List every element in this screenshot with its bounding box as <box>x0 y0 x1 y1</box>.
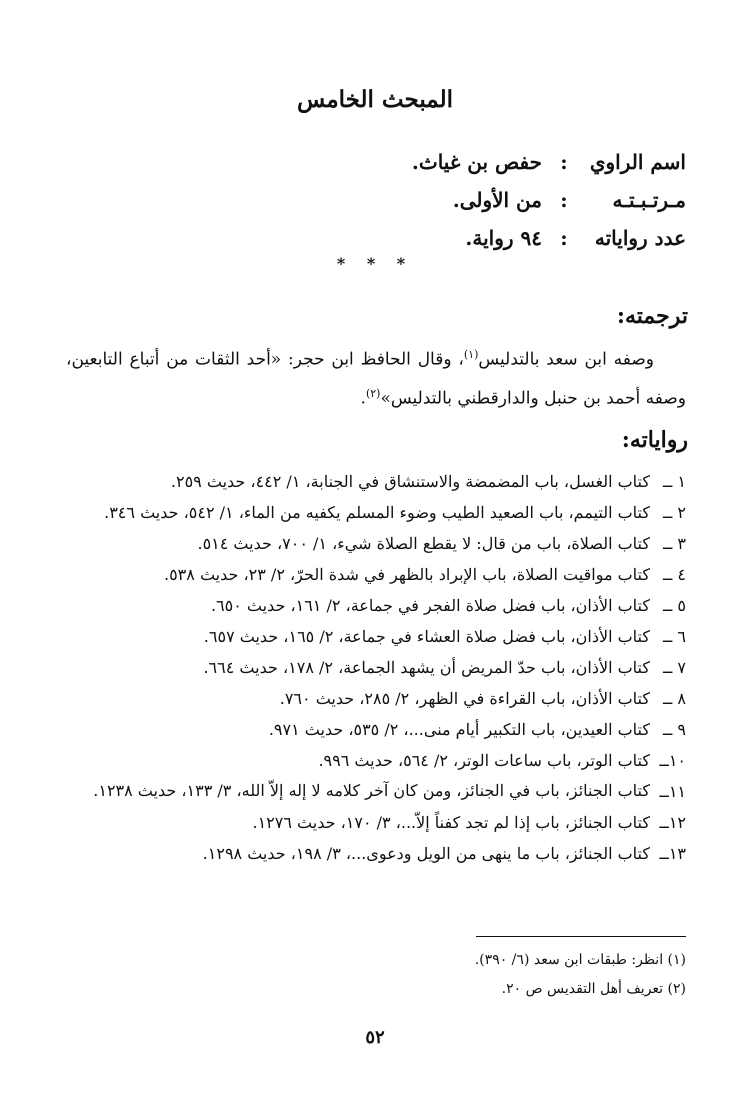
list-item <box>58 807 686 838</box>
footnote-divider <box>476 936 686 937</box>
narration-count-label: عدد رواياته <box>594 226 686 250</box>
list-item <box>58 838 686 869</box>
narrator-rank-value: من الأولى. <box>452 188 542 212</box>
item-text: كتاب الصلاة، باب من قال: لا يقطع الصلاة شيء، ١/ ٧٠٠، حديث ٥١٤. <box>197 534 650 553</box>
list-item <box>58 621 686 652</box>
narrator-name-row <box>166 143 686 181</box>
footnotes <box>66 946 686 1004</box>
list-item <box>58 776 686 807</box>
narrations-list <box>58 466 686 869</box>
item-number: ٤ ــ <box>662 565 686 584</box>
item-number: ٣ ــ <box>662 534 686 553</box>
list-item <box>58 652 686 683</box>
item-text: كتاب التيمم، باب الصعيد الطيب وضوء المسلم يكفيه من الماء، ١/ ٥٤٢، حديث ٣٤٦. <box>104 503 650 522</box>
item-text: كتاب مواقيت الصلاة، باب الإبراد بالظهر في شدة الحرّ، ٢/ ٢٣، حديث ٥٣٨. <box>163 565 650 584</box>
list-item <box>58 590 686 621</box>
colon-separator: : <box>560 226 568 250</box>
item-number: ٢ ــ <box>662 503 686 522</box>
colon-separator: : <box>560 150 568 174</box>
item-number: ١ ــ <box>662 472 686 491</box>
section-separator: * * * <box>336 254 414 273</box>
colon-separator: : <box>560 188 568 212</box>
item-number: ١٣ــ <box>659 844 686 863</box>
list-item <box>58 528 686 559</box>
biography-paragraph <box>66 338 686 415</box>
item-number: ٩ ــ <box>662 720 686 739</box>
item-text: كتاب الغسل، باب المضمضة والاستنشاق في الجنابة، ١/ ٤٤٢، حديث ٢٥٩. <box>170 472 650 491</box>
footnote-2: (٢) تعريف أهل التقديس ص ٢٠. <box>501 981 686 997</box>
narration-count-row <box>166 219 686 257</box>
footnote-ref-2[interactable]: (٢) <box>365 386 381 400</box>
narration-count-value: ٩٤ رواية. <box>465 226 542 250</box>
page-number: ٥٢ <box>365 1027 385 1048</box>
item-number: ١١ــ <box>659 782 686 801</box>
item-text: كتاب الجنائز، باب في الجنائز، ومن كان آخر كلامه لا إله إلاّ الله، ٣/ ١٣٣، حديث ١٢٣٨. <box>93 781 650 800</box>
item-text: كتاب الأذان، باب القراءة في الظهر، ٢/ ٢٨٥، حديث ٧٦٠. <box>279 689 650 708</box>
list-item <box>58 466 686 497</box>
biography-text-3: . <box>360 388 366 409</box>
item-number: ١٢ــ <box>659 813 686 832</box>
item-number: ١٠ــ <box>659 751 686 770</box>
list-item <box>58 497 686 528</box>
item-text: كتاب الوتر، باب ساعات الوتر، ٢/ ٥٦٤، حديث ٩٩٦. <box>318 751 650 770</box>
item-text: كتاب الجنائز، باب ما ينهى من الويل ودعوى...، ٣/ ١٩٨، حديث ١٢٩٨. <box>202 844 650 863</box>
item-text: كتاب الأذان، باب فضل صلاة الفجر في جماعة، ٢/ ١٦١، حديث ٦٥٠. <box>210 596 650 615</box>
biography-heading: ترجمته: <box>616 303 688 329</box>
narrator-info <box>166 143 686 257</box>
item-text: كتاب الأذان، باب حدّ المريض أن يشهد الجماعة، ٢/ ١٧٨، حديث ٦٦٤. <box>203 658 650 677</box>
narrator-name-value: حفص بن غياث. <box>411 150 542 174</box>
list-item <box>58 559 686 590</box>
item-text: كتاب الأذان، باب فضل صلاة العشاء في جماعة، ٢/ ١٦٥، حديث ٦٥٧. <box>203 627 650 646</box>
item-number: ٥ ــ <box>662 596 686 615</box>
page-title: المبحث الخامس <box>297 86 453 113</box>
item-text: كتاب الجنائز، باب إذا لم تجد كفناً إلاّ...، ٣/ ١٧٠، حديث ١٢٧٦. <box>252 813 650 832</box>
item-number: ٧ ــ <box>662 658 686 677</box>
list-item <box>58 714 686 745</box>
narrator-rank-label: مـرتـبـتـه <box>612 188 686 212</box>
footnote-1: (١) انظر: طبقات ابن سعد (٦/ ٣٩٠). <box>474 952 686 968</box>
list-item <box>58 683 686 714</box>
biography-text-1: وصفه ابن سعد بالتدليس <box>478 349 654 370</box>
item-text: كتاب العيدين، باب التكبير أيام منى...، ٢/ ٥٣٥، حديث ٩٧١. <box>268 720 650 739</box>
footnote-ref-1[interactable]: (١) <box>463 348 479 361</box>
list-item <box>58 745 686 776</box>
item-number: ٨ ــ <box>662 689 686 708</box>
item-number: ٦ ــ <box>662 627 686 646</box>
narrator-name-label: اسم الراوي <box>589 150 686 174</box>
narrator-rank-row <box>166 181 686 219</box>
narrations-heading: رواياته: <box>621 427 688 453</box>
biography-text-2: ، وقال الحافظ ابن حجر: «أحد الثقات من أتباع التابعين، وصفه أحمد بن حنبل والدارقطني بالتدليس» <box>66 349 686 409</box>
